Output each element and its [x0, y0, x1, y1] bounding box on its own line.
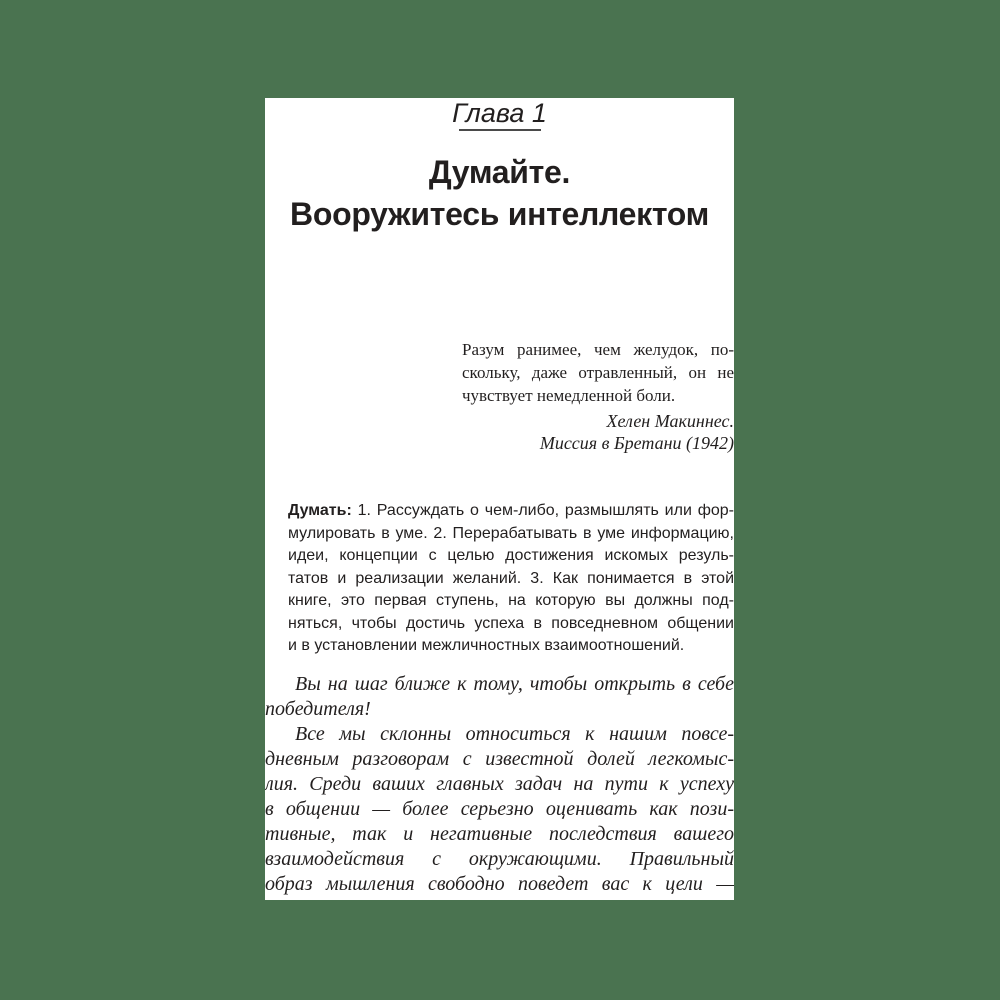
definition-line: книге, это первая ступень, на которую вы должны под- — [288, 592, 734, 609]
epigraph-line: чувствует немедленной боли. — [462, 386, 676, 405]
epigraph-attribution — [462, 410, 734, 454]
attribution-author: Хелен Макиннес. — [606, 411, 734, 431]
body-line: лия. Среди ваших главных задач на пути к успеху — [265, 773, 734, 795]
epigraph-line: скольку, даже отравленный, он не — [462, 363, 734, 382]
definition-block — [288, 500, 734, 658]
definition-line — [288, 500, 734, 523]
body-line: Все мы склонны относиться к нашим повсе- — [295, 723, 734, 745]
body-line: в общении — более серьезно оценивать как пози- — [265, 798, 734, 820]
body-text — [265, 672, 734, 897]
definition-term: Думать: — [288, 502, 352, 519]
book-page — [265, 98, 734, 900]
chapter-kicker: Глава 1 — [452, 98, 547, 128]
epigraph-line: Разум ранимее, чем желудок, по- — [462, 340, 734, 359]
definition-line: и в установлении межличностных взаимоотношений. — [288, 637, 685, 654]
attribution-source: Миссия в Бретани (1942) — [539, 433, 734, 453]
body-line: взаимодействия с окружающими. Правильный — [265, 848, 734, 870]
body-line: образ мышления свободно поведет вас к цели — — [265, 873, 734, 895]
chapter-title — [265, 151, 734, 235]
body-line: Вы на шаг ближе к тому, чтобы открыть в себе — [295, 673, 734, 695]
chapter-divider-rule — [459, 129, 541, 131]
body-line: победителя! — [265, 698, 371, 720]
epigraph — [462, 338, 734, 407]
body-line: тивные, так и негативные последствия вашего — [265, 823, 734, 845]
definition-line: мулировать в уме. 2. Перерабатывать в уме информацию, — [288, 524, 734, 542]
definition-line: идеи, концепции с целью достижения искомых резуль- — [288, 547, 734, 564]
body-paragraph-1 — [265, 672, 734, 722]
definition-line: татов и реализации желаний. 3. Как понимается в этой — [288, 569, 734, 587]
definition-line-rest: 1. Рассуждать о чем-либо, размышлять или фор- — [357, 502, 734, 519]
chapter-title-line-2: Вооружитесь интеллектом — [290, 196, 709, 232]
chapter-title-line-1: Думайте. — [428, 154, 571, 190]
body-line: дневным разговорам с известной долей легкомыс- — [265, 748, 734, 770]
body-paragraph-2 — [265, 722, 734, 897]
definition-line: няться, чтобы достичь успеха в повседневном общении — [288, 614, 734, 632]
